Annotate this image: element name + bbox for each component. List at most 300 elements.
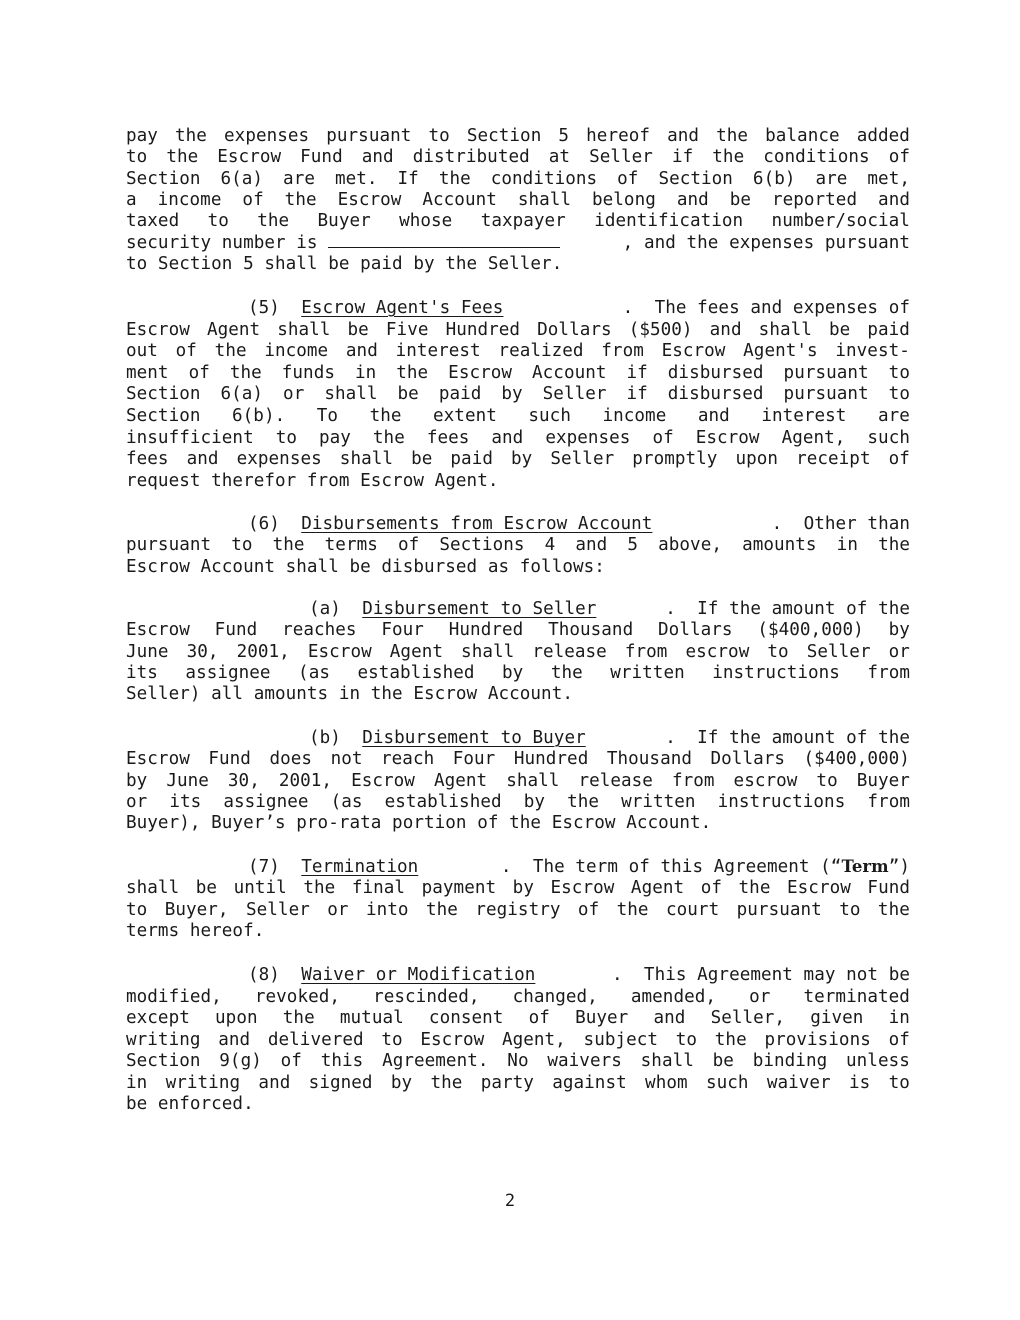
text-line: [126, 427, 910, 449]
text-line: [126, 986, 910, 1008]
word: Hundred: [513, 749, 589, 770]
word: the: [426, 899, 458, 920]
word: Fund: [300, 147, 343, 168]
text-line: [126, 641, 910, 663]
word: the: [303, 878, 336, 899]
word: amounts: [742, 535, 817, 556]
word: pursuant: [783, 362, 869, 383]
section-title: Waiver or Modification: [301, 965, 536, 985]
word: of: [175, 341, 197, 362]
word: Fund: [208, 749, 251, 770]
word: taxed: [126, 211, 180, 232]
word: No: [507, 1051, 529, 1071]
word: Agent: [389, 641, 443, 662]
word: June: [126, 641, 169, 662]
text-line: [126, 662, 910, 684]
word: the: [372, 427, 405, 448]
word: fees: [426, 427, 470, 448]
word: interest: [761, 406, 847, 426]
word: to: [275, 427, 297, 448]
word: pursuant: [736, 899, 822, 920]
word: Account: [532, 362, 607, 383]
word: established: [357, 662, 475, 683]
word: above,: [658, 535, 722, 556]
word: at: [548, 147, 571, 168]
word: the: [878, 535, 910, 556]
text-line: request therefor from Escrow Agent.: [126, 470, 499, 491]
word: is: [849, 1072, 871, 1093]
word: the: [166, 147, 199, 168]
word: not: [330, 749, 363, 770]
text-line: [126, 405, 910, 427]
word: release: [578, 770, 653, 791]
word: Fund: [867, 878, 910, 899]
word: (as: [298, 662, 330, 683]
word: to: [428, 126, 450, 146]
word: from: [601, 341, 644, 362]
word: its: [169, 791, 202, 812]
word: 9(g): [219, 1051, 262, 1071]
section-number: (b): [309, 728, 341, 748]
word: Thousand: [548, 620, 634, 641]
word: whose: [399, 211, 453, 232]
word: shall: [640, 1051, 694, 1071]
word: reaches: [282, 620, 357, 641]
text-line: [126, 1072, 910, 1094]
word: invest-: [835, 341, 910, 362]
word: by: [390, 1072, 413, 1093]
word: of: [577, 899, 600, 920]
word: by: [512, 878, 534, 899]
word: paid: [438, 384, 482, 405]
word: of: [888, 1029, 910, 1050]
word: Sections: [439, 535, 525, 556]
word: rescinded,: [373, 986, 480, 1007]
word: 2001,: [236, 641, 290, 662]
section-title: Escrow Agent's Fees: [301, 298, 504, 318]
word: of: [242, 189, 264, 210]
word: be: [712, 1051, 734, 1071]
word: be: [347, 319, 369, 340]
word: Agent: [206, 319, 261, 340]
word: a: [126, 189, 137, 210]
text-line: [126, 1050, 910, 1072]
word: Escrow: [126, 319, 190, 340]
word: escrow: [685, 641, 750, 662]
word: or: [126, 791, 148, 812]
word: the: [714, 1029, 747, 1050]
text-line: [126, 791, 910, 813]
text-line: [126, 146, 910, 168]
word: of: [188, 362, 210, 383]
word: and: [709, 319, 742, 340]
word: June: [166, 770, 209, 791]
word: changed,: [512, 986, 598, 1007]
word: to: [816, 770, 838, 791]
section-title: Termination: [301, 857, 419, 877]
word: against: [552, 1072, 627, 1093]
word: Section: [126, 1051, 201, 1071]
word: Seller: [542, 384, 607, 405]
section-title: Disbursement to Seller: [362, 599, 597, 619]
word: release: [532, 641, 607, 662]
text-line: [126, 319, 910, 341]
text-line: [126, 899, 910, 921]
word: shall: [758, 319, 812, 340]
word: and: [258, 1072, 291, 1093]
word: Agreement.: [382, 1051, 489, 1071]
word: Four: [381, 620, 424, 641]
word: terms: [324, 535, 378, 556]
word: by: [888, 620, 910, 641]
defined-term: Term: [841, 857, 889, 876]
text-line: [126, 748, 910, 770]
word: 30,: [227, 770, 260, 791]
word: by: [126, 770, 148, 791]
word: amended,: [630, 986, 717, 1007]
word: Escrow: [126, 620, 190, 641]
section-heading-line: [126, 297, 910, 319]
word: Seller: [246, 899, 310, 920]
word: 6(b).: [232, 406, 286, 426]
section-heading-line: [126, 964, 910, 986]
word: 4: [544, 535, 556, 556]
word: Buyer,: [164, 899, 229, 920]
word: shall: [506, 770, 560, 791]
word: taxpayer: [480, 211, 566, 232]
word: provisions: [764, 1029, 871, 1050]
word: except: [126, 1008, 190, 1028]
word: shall: [517, 189, 572, 210]
word: the: [716, 126, 749, 146]
section-title: Disbursements from Escrow Account: [301, 514, 653, 534]
word: interest: [395, 341, 481, 362]
word: of: [617, 168, 639, 189]
text-line: [126, 232, 910, 254]
word: instructions: [717, 791, 846, 812]
word: added: [856, 126, 910, 146]
word: expenses: [545, 427, 631, 448]
text-line: [126, 125, 910, 147]
word: Agent,: [781, 427, 846, 448]
word: fees: [126, 449, 169, 470]
section-number: (5): [248, 298, 280, 318]
word: Section: [466, 126, 542, 146]
word: by: [523, 791, 545, 812]
word: written: [610, 662, 685, 683]
word: Hundred: [448, 620, 524, 641]
section-number: (8): [248, 965, 280, 985]
word: of: [528, 1008, 550, 1028]
word: of: [700, 878, 722, 899]
text-line: [126, 168, 910, 190]
text-fragment: ”): [888, 857, 910, 877]
word: funds: [281, 362, 335, 383]
word: the: [877, 899, 910, 920]
word: or: [749, 986, 771, 1007]
section-number: (a): [309, 599, 341, 619]
word: Dollars: [710, 749, 786, 770]
word: Escrow: [217, 147, 282, 168]
word: the: [550, 662, 583, 683]
word: of: [652, 427, 674, 448]
word: or: [327, 899, 349, 920]
word: Agent: [433, 770, 488, 791]
word: Four: [452, 749, 496, 770]
word: the: [257, 211, 290, 232]
word: Escrow: [351, 770, 415, 791]
word: and: [653, 1008, 686, 1028]
word: Dollars: [658, 620, 733, 641]
word: consent: [428, 1008, 504, 1028]
text-line: [126, 877, 910, 899]
word: or: [888, 641, 910, 662]
text-line: [126, 619, 910, 641]
word: and: [697, 406, 730, 426]
text-line: [126, 340, 910, 362]
text-line: [126, 534, 910, 556]
word: by: [502, 662, 524, 683]
word: ($400,000): [803, 749, 910, 770]
section-heading-line: [126, 598, 910, 620]
text-fragment: . If the amount of the: [665, 599, 910, 619]
word: 30,: [186, 641, 219, 662]
word: Seller,: [710, 1008, 786, 1028]
word: Section: [126, 384, 201, 405]
word: the: [175, 126, 207, 146]
text-line: Seller) all amounts in the Escrow Account.: [126, 684, 573, 705]
word: Thousand: [606, 749, 692, 770]
word: and: [676, 189, 709, 210]
word: of: [280, 1051, 302, 1071]
word: upon: [215, 1008, 258, 1028]
word: the: [272, 535, 305, 556]
word: into: [366, 899, 409, 920]
text-line: [126, 448, 910, 470]
word: be: [729, 189, 751, 210]
word: from: [671, 770, 715, 791]
word: to: [888, 384, 910, 405]
word: met,: [867, 168, 910, 189]
word: be: [828, 319, 851, 340]
word: from: [624, 641, 668, 662]
word: and: [218, 1029, 251, 1050]
section-heading-line: [126, 513, 910, 535]
word: pay: [126, 126, 158, 146]
word: revoked,: [254, 986, 341, 1007]
word: balance: [765, 126, 840, 146]
word: Five: [385, 319, 429, 340]
word: Seller: [806, 641, 871, 662]
page-number: 2: [504, 1191, 516, 1211]
word: to: [381, 1029, 403, 1050]
word: escrow: [733, 770, 798, 791]
word: to: [207, 211, 229, 232]
word: 5: [558, 126, 570, 146]
word: its: [126, 662, 158, 683]
word: in: [888, 1008, 910, 1028]
word: such: [867, 427, 910, 448]
word: disbursed: [667, 384, 764, 405]
word: Fund: [214, 620, 258, 641]
word: Escrow: [695, 427, 760, 448]
word: expenses: [224, 126, 310, 146]
word: Agent,: [501, 1029, 566, 1050]
word: the: [738, 878, 771, 899]
word: the: [229, 362, 262, 383]
word: shall: [126, 878, 180, 899]
word: to: [888, 1072, 910, 1093]
word: Hundred: [445, 319, 521, 340]
section-number: (6): [248, 514, 280, 534]
section-title: Disbursement to Buyer: [362, 728, 586, 748]
word: shall: [277, 319, 331, 340]
word: of: [888, 449, 910, 470]
section-heading-line: [126, 856, 910, 878]
word: pursuant: [783, 384, 869, 405]
ssn-label: security number is: [126, 232, 318, 253]
word: receipt: [796, 449, 871, 470]
word: Agent: [630, 878, 685, 899]
word: income: [264, 341, 329, 362]
word: party: [480, 1072, 534, 1093]
word: to: [126, 147, 148, 168]
word: signed: [308, 1072, 373, 1093]
word: Section: [126, 168, 201, 189]
word: promptly: [632, 449, 718, 470]
word: if: [626, 362, 648, 383]
word: reach: [381, 749, 435, 770]
word: 2001,: [278, 770, 333, 791]
word: number/social: [771, 211, 910, 232]
word: insufficient: [126, 427, 254, 448]
word: shall: [461, 641, 515, 662]
word: Escrow: [787, 878, 851, 899]
ssn-blank-field: [328, 232, 560, 248]
word: given: [810, 1008, 864, 1028]
text-line: [126, 383, 910, 405]
text-line: [126, 1007, 910, 1029]
text-fragment: . This Agreement may not be: [612, 965, 910, 985]
word: Buyer: [317, 211, 371, 232]
word: and: [667, 126, 700, 146]
word: upon: [735, 449, 779, 470]
word: writing: [126, 1029, 201, 1050]
word: 6(b): [752, 168, 796, 189]
word: Escrow: [550, 878, 615, 899]
word: to: [839, 899, 861, 920]
text-fragment: . The fees and expenses of: [622, 298, 910, 318]
word: established: [384, 791, 502, 812]
word: Escrow: [126, 749, 190, 770]
word: out: [126, 341, 158, 362]
word: Agent's: [743, 341, 818, 362]
word: or: [283, 384, 305, 405]
word: and: [186, 449, 219, 470]
word: ($500): [628, 319, 693, 340]
word: whom: [645, 1072, 688, 1093]
word: in: [354, 362, 377, 383]
text-fragment: . Other than: [771, 514, 910, 534]
word: conditions: [490, 168, 598, 189]
text-line: Buyer), Buyer’s pro-rata portion of the Escrow Account.: [126, 813, 712, 834]
word: pursuant: [126, 535, 212, 556]
word: instructions: [712, 662, 840, 683]
word: pay: [318, 427, 351, 448]
text-fragment: , and the expenses pursuant: [622, 232, 910, 253]
word: realized: [498, 341, 584, 362]
word: mutual: [339, 1008, 404, 1028]
word: Escrow: [448, 362, 513, 383]
word: ($400,000): [757, 620, 864, 641]
word: court: [666, 899, 720, 920]
word: subject: [583, 1029, 659, 1050]
word: binding: [752, 1051, 828, 1071]
word: If: [397, 168, 419, 189]
word: in: [126, 1072, 148, 1093]
word: the: [396, 362, 429, 383]
word: Escrow: [420, 1029, 485, 1050]
word: Escrow: [307, 641, 372, 662]
word: written: [621, 791, 696, 812]
word: Section: [658, 168, 733, 189]
word: Account: [422, 189, 497, 210]
word: the: [438, 168, 471, 189]
word: modified,: [126, 986, 222, 1007]
text-line: [126, 770, 910, 792]
word: of: [888, 147, 910, 168]
word: paid: [867, 319, 910, 340]
word: To: [316, 406, 339, 426]
word: and: [878, 189, 910, 210]
word: are: [283, 168, 315, 189]
text-line: [126, 1029, 910, 1051]
word: waivers: [547, 1051, 622, 1071]
word: this: [320, 1051, 364, 1071]
word: delivered: [267, 1029, 364, 1050]
word: Escrow: [337, 189, 402, 210]
word: final: [351, 878, 406, 899]
text-line: Escrow Account shall be disbursed as follows:: [126, 556, 605, 577]
word: pursuant: [326, 126, 412, 146]
word: payment: [421, 878, 497, 899]
word: shall: [324, 384, 378, 405]
word: are: [877, 406, 910, 426]
word: assignee: [223, 791, 309, 812]
word: are: [815, 168, 848, 189]
word: terminated: [803, 986, 910, 1007]
text-line: [126, 362, 910, 384]
word: reported: [771, 189, 858, 210]
word: belong: [592, 189, 656, 210]
word: Buyer: [575, 1008, 629, 1028]
word: such: [705, 1072, 749, 1093]
text-line: [126, 210, 910, 232]
word: to: [126, 899, 148, 920]
word: until: [233, 878, 287, 899]
word: to: [888, 362, 910, 383]
word: the: [214, 341, 247, 362]
word: of: [397, 535, 420, 556]
word: in: [836, 535, 858, 556]
word: conditions: [763, 147, 870, 168]
word: the: [284, 189, 317, 210]
word: Buyer: [856, 770, 910, 791]
word: 6(a): [220, 168, 264, 189]
word: does: [269, 749, 313, 770]
word: by: [501, 384, 523, 405]
word: if: [671, 147, 694, 168]
